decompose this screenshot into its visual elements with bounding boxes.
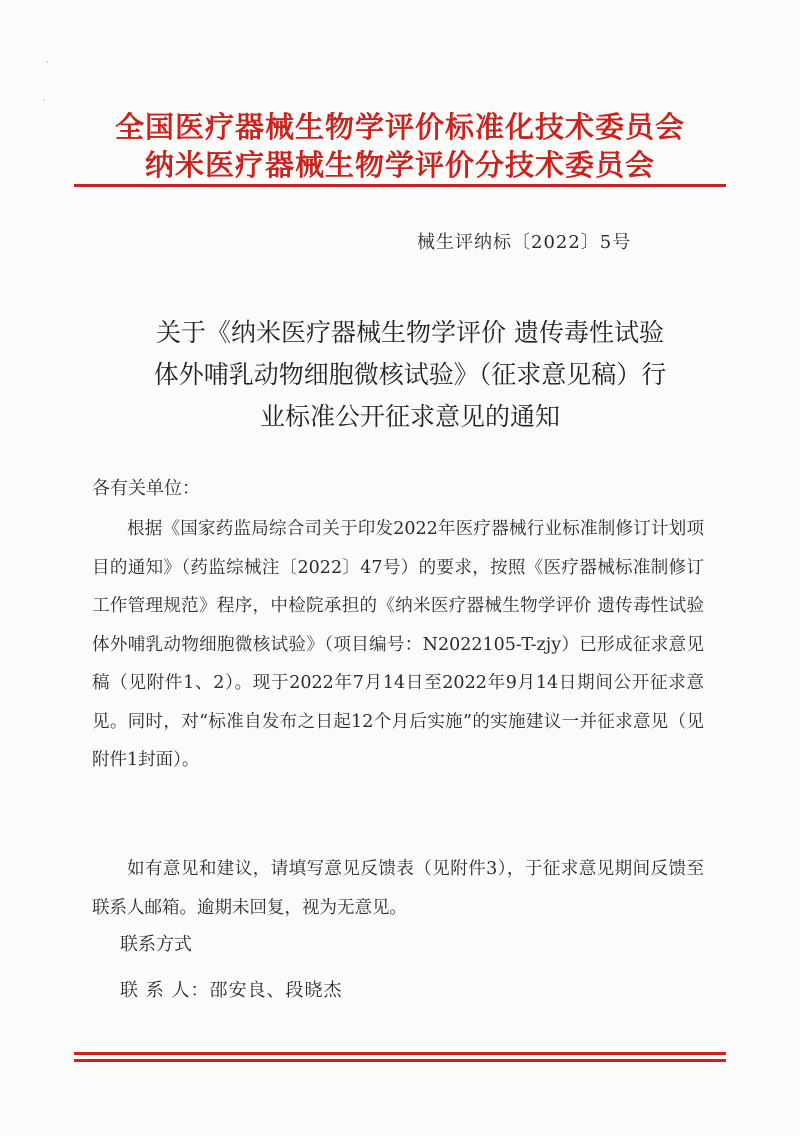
body-paragraph: 如有意见和建议，请填写意见反馈表（见附件3），于征求意见期间反馈至联系人邮箱。逾期未回复，视为无意见。 — [92, 859, 704, 918]
title-line: 业标准公开征求意见的通知 — [259, 402, 560, 431]
salutation: 各有关单位： — [92, 478, 200, 499]
document-number: 械生评纳标〔2022〕5号 — [417, 232, 632, 253]
title-line: 关于《纳米医疗器械生物学评价 遗传毒性试验 — [156, 318, 664, 347]
footer-rule-top — [74, 1052, 726, 1055]
footer-rule-bottom — [74, 1059, 726, 1062]
scan-mark: · — [46, 58, 49, 68]
contact-heading: 联系方式 — [120, 934, 192, 955]
body-paragraph: 根据《国家药监局综合司关于印发2022年医疗器械行业标准制修订计划项目的通知》（药监综械注〔2022〕47号）的要求，按照《医疗器械标准制修订工作管理规范》程序，中检院承担的《纳米医疗器械生物学评价 遗传毒性试验 体外哺乳动物细胞微核试验》（项目编号：N2022105-T-zjy）已形成征求意见稿（见附件1、2）。现于2022年7月14日至2022年9月14日期间公开征求意见。同时，对“标准自发布之日起12个月后实施”的实施建议一并征求意见（见附件1封面）。 — [92, 519, 704, 770]
document-title — [92, 312, 728, 438]
contact-person: 联 系 人：邵安良、段晓杰 — [120, 980, 343, 1001]
scan-mark: · — [42, 96, 45, 106]
title-line: 体外哺乳动物细胞微核试验》（征求意见稿）行 — [153, 360, 667, 389]
org-name-secondary: 纳米医疗器械生物学评价分技术委员会 — [144, 148, 655, 182]
org-name-primary: 全国医疗器械生物学评价标准化技术委员会 — [114, 110, 685, 144]
letterhead — [70, 108, 730, 184]
header-rule — [74, 184, 726, 187]
